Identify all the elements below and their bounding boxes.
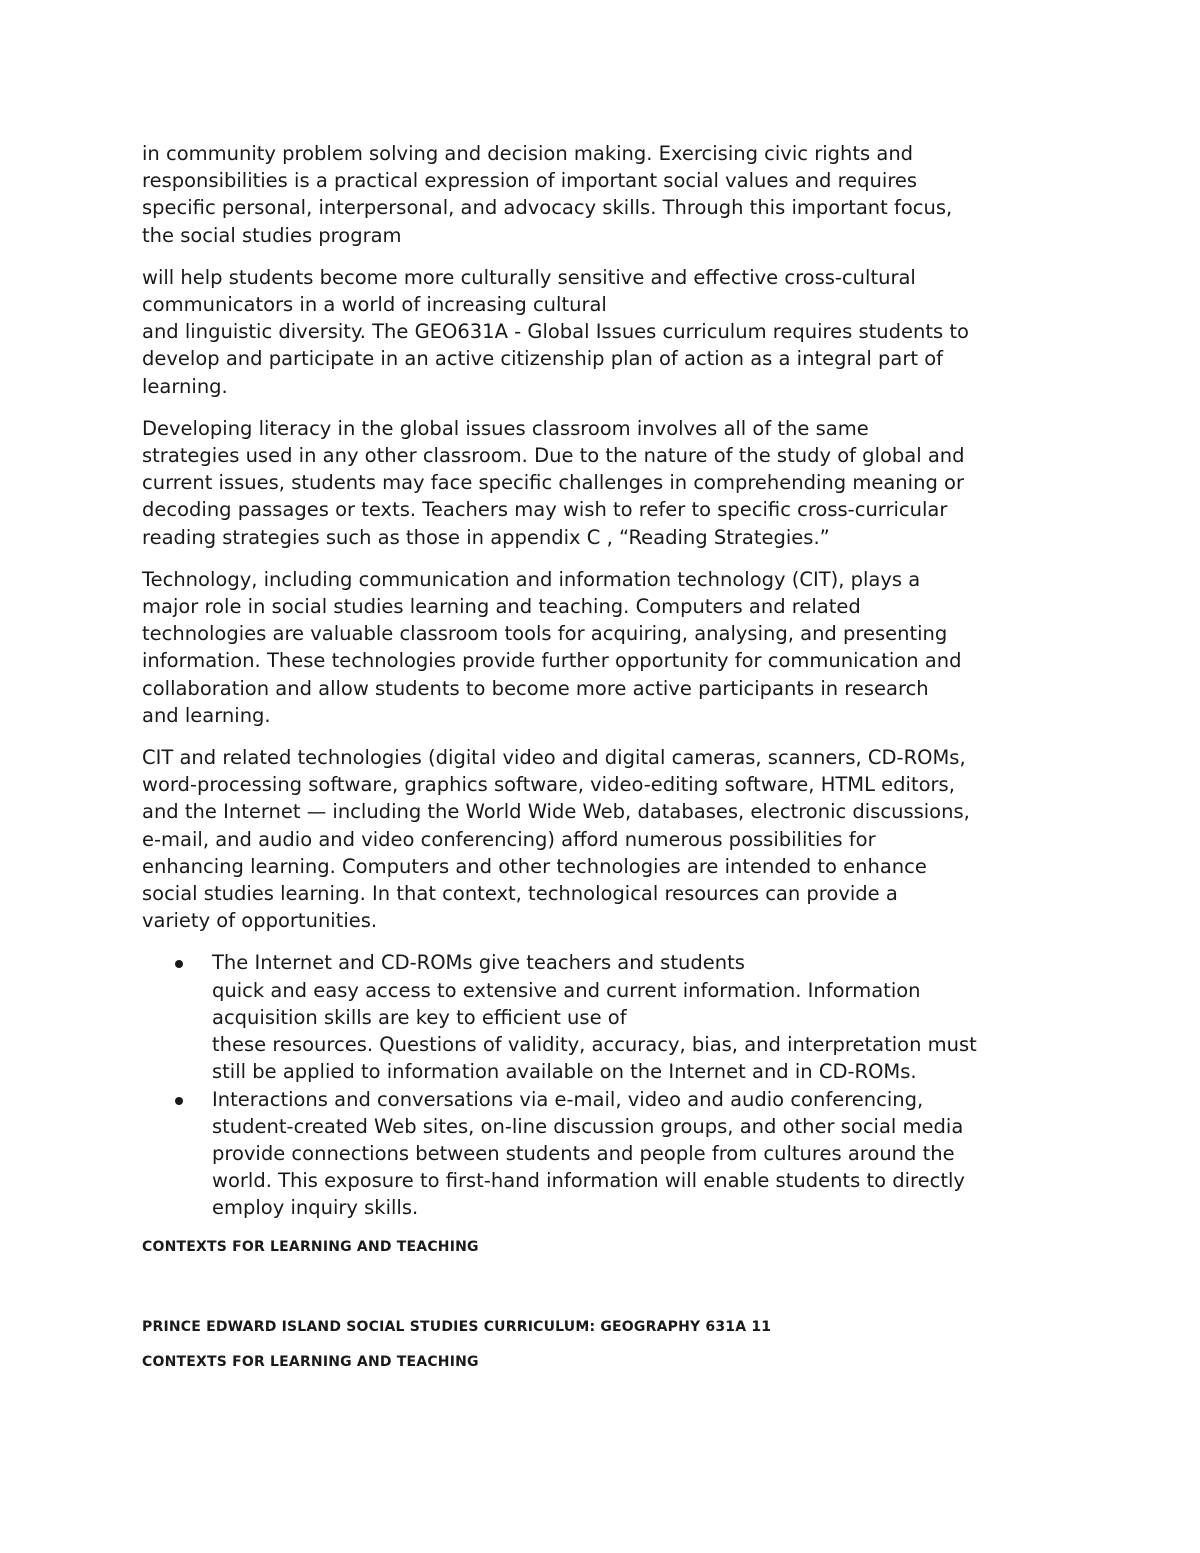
text-line: communicators in a world of increasing cultural — [142, 293, 607, 317]
text-line: world. This exposure to first-hand information will enable students to directly — [212, 1169, 965, 1193]
text-line: enhancing learning. Computers and other technologies are intended to enhance — [142, 854, 927, 878]
text-line: current issues, students may face specific challenges in comprehending meaning or — [142, 471, 964, 495]
text-line: Interactions and conversations via e-mail, video and audio conferencing, — [212, 1087, 924, 1111]
section-heading-contexts: CONTEXTS FOR LEARNING AND TEACHING — [142, 1238, 479, 1255]
text-line: will help students become more culturally sensitive and effective cross-cultural — [142, 265, 916, 289]
paragraph-cit-technologies — [142, 744, 1067, 934]
bullet-icon — [175, 960, 183, 968]
list-item — [142, 949, 1067, 1085]
text-line: technologies are valuable classroom tools for acquiring, analysing, and presenting — [142, 622, 948, 646]
document-body — [142, 140, 1067, 1371]
text-line: in community problem solving and decision making. Exercising civic rights and — [142, 142, 914, 165]
text-line: information. These technologies provide further opportunity for communication and — [142, 649, 962, 673]
text-line: still be applied to information available on the Internet and in CD-ROMs. — [212, 1060, 917, 1084]
section-heading-contexts-repeat: CONTEXTS FOR LEARNING AND TEACHING — [142, 1353, 479, 1370]
text-line: learning. — [142, 374, 228, 398]
text-line: e-mail, and audio and video conferencing) afford numerous possibilities for — [142, 827, 876, 851]
text-line: variety of opportunities. — [142, 909, 378, 933]
text-line: the social studies program — [142, 223, 402, 247]
text-line: specific personal, interpersonal, and advocacy skills. Through this important focus, — [142, 196, 953, 220]
text-line: strategies used in any other classroom. Due to the nature of the study of global and — [142, 444, 965, 468]
text-line: responsibilities is a practical expression of important social values and requires — [142, 169, 918, 193]
text-line: Technology, including communication and information technology (CIT), plays a — [142, 567, 921, 591]
paragraph-cultural-sensitivity — [142, 264, 1067, 400]
curriculum-footer-title: PRINCE EDWARD ISLAND SOCIAL STUDIES CURRICULUM: GEOGRAPHY 631A 11 — [142, 1318, 772, 1335]
bullet-icon — [175, 1097, 183, 1105]
text-line: provide connections between students and people from cultures around the — [212, 1141, 955, 1165]
bullet-list — [142, 949, 1067, 1221]
text-line: The Internet and CD-ROMs give teachers and students — [212, 951, 745, 975]
text-line: social studies learning. In that context, technological resources can provide a — [142, 882, 898, 906]
text-line: Developing literacy in the global issues classroom involves all of the same — [142, 416, 869, 440]
text-line: and the Internet — including the World Wide Web, databases, electronic discussions, — [142, 800, 970, 824]
text-line: major role in social studies learning and teaching. Computers and related — [142, 595, 861, 619]
text-line: employ inquiry skills. — [212, 1196, 419, 1220]
text-line: student-created Web sites, on-line discussion groups, and other social media — [212, 1114, 964, 1138]
text-line: quick and easy access to extensive and current information. Information — [212, 978, 921, 1002]
text-line: word-processing software, graphics software, video-editing software, HTML editors, — [142, 773, 955, 797]
text-line: and linguistic diversity. The GEO631A - Global Issues curriculum requires students to — [142, 320, 969, 344]
paragraph-civic-rights — [142, 140, 1067, 249]
text-line: develop and participate in an active citizenship plan of action as a integral part of — [142, 347, 944, 371]
text-line: these resources. Questions of validity, accuracy, bias, and interpretation must — [212, 1033, 977, 1057]
text-line: reading strategies such as those in appendix C , “Reading Strategies.” — [142, 525, 830, 549]
text-line: CIT and related technologies (digital video and digital cameras, scanners, CD-ROMs, — [142, 746, 966, 770]
text-line: acquisition skills are key to efficient use of — [212, 1005, 627, 1029]
text-line: decoding passages or texts. Teachers may wish to refer to specific cross-curricular — [142, 498, 948, 522]
text-line: collaboration and allow students to become more active participants in research — [142, 676, 929, 700]
paragraph-developing-literacy — [142, 415, 1067, 551]
text-line: and learning. — [142, 703, 271, 727]
paragraph-technology — [142, 566, 1067, 729]
list-item — [142, 1086, 1067, 1222]
